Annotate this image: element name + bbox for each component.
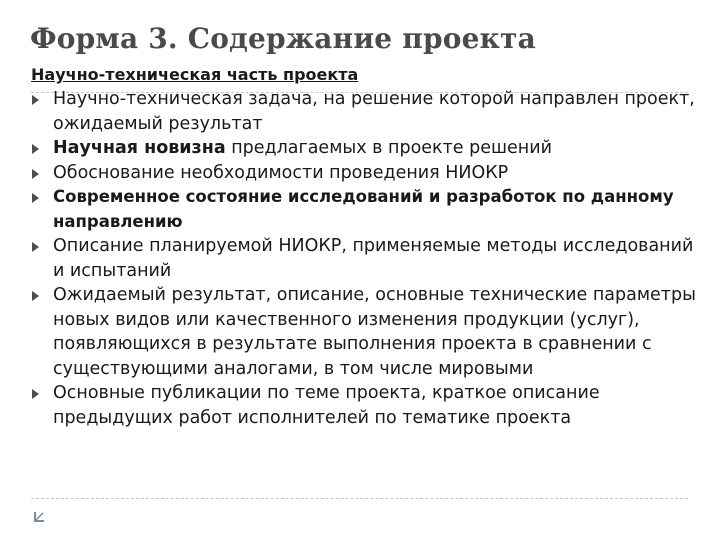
bullet-text: Ожидаемый результат, описание, основные технические параметры новых видов или качественного изменения продукции (услуг), появляющихся в результате выполнения проекта в сравнении с существующими аналогами, в том числе мировыми — [53, 285, 696, 379]
triangle-right-icon — [32, 95, 39, 105]
triangle-right-icon — [32, 389, 39, 399]
bullet-item-task — [31, 87, 696, 136]
bullet-item-description — [31, 234, 696, 283]
triangle-right-icon — [32, 144, 39, 154]
triangle-right-icon — [32, 291, 39, 301]
bullet-bold-text: Научная новизна — [53, 138, 226, 158]
bottom-divider — [31, 498, 688, 499]
bullet-item-justification — [31, 161, 696, 186]
triangle-right-icon — [32, 169, 39, 179]
bullet-text: Основные публикации по теме проекта, краткое описание предыдущих работ исполнителей по тематике проекта — [53, 383, 600, 428]
section-subtitle: Научно-техническая часть проекта — [31, 65, 359, 84]
bullet-text: Обоснование необходимости проведения НИОКР — [53, 162, 509, 183]
triangle-right-icon — [32, 193, 39, 203]
bullet-item-publications — [31, 381, 696, 430]
bullet-list — [31, 87, 696, 430]
bullet-text: Описание планируемой НИОКР, применяемые методы исследований и испытаний — [53, 236, 694, 281]
triangle-right-icon — [32, 242, 39, 252]
bullet-text: Научно-техническая задача, на решение которой направлен проект, ожидаемый результат — [53, 89, 695, 134]
bullet-item-state-of-art — [31, 185, 696, 234]
bullet-text: Современное состояние исследований и разработок по данному направлению — [53, 187, 674, 231]
slide-title: Форма 3. Содержание проекта — [30, 22, 536, 55]
bullet-text: предлагаемых в проекте решений — [225, 138, 552, 158]
slide-content — [31, 65, 696, 430]
bullet-item-expected-result — [31, 283, 696, 381]
corner-arrow-icon — [34, 511, 45, 522]
bullet-item-novelty — [31, 136, 696, 161]
